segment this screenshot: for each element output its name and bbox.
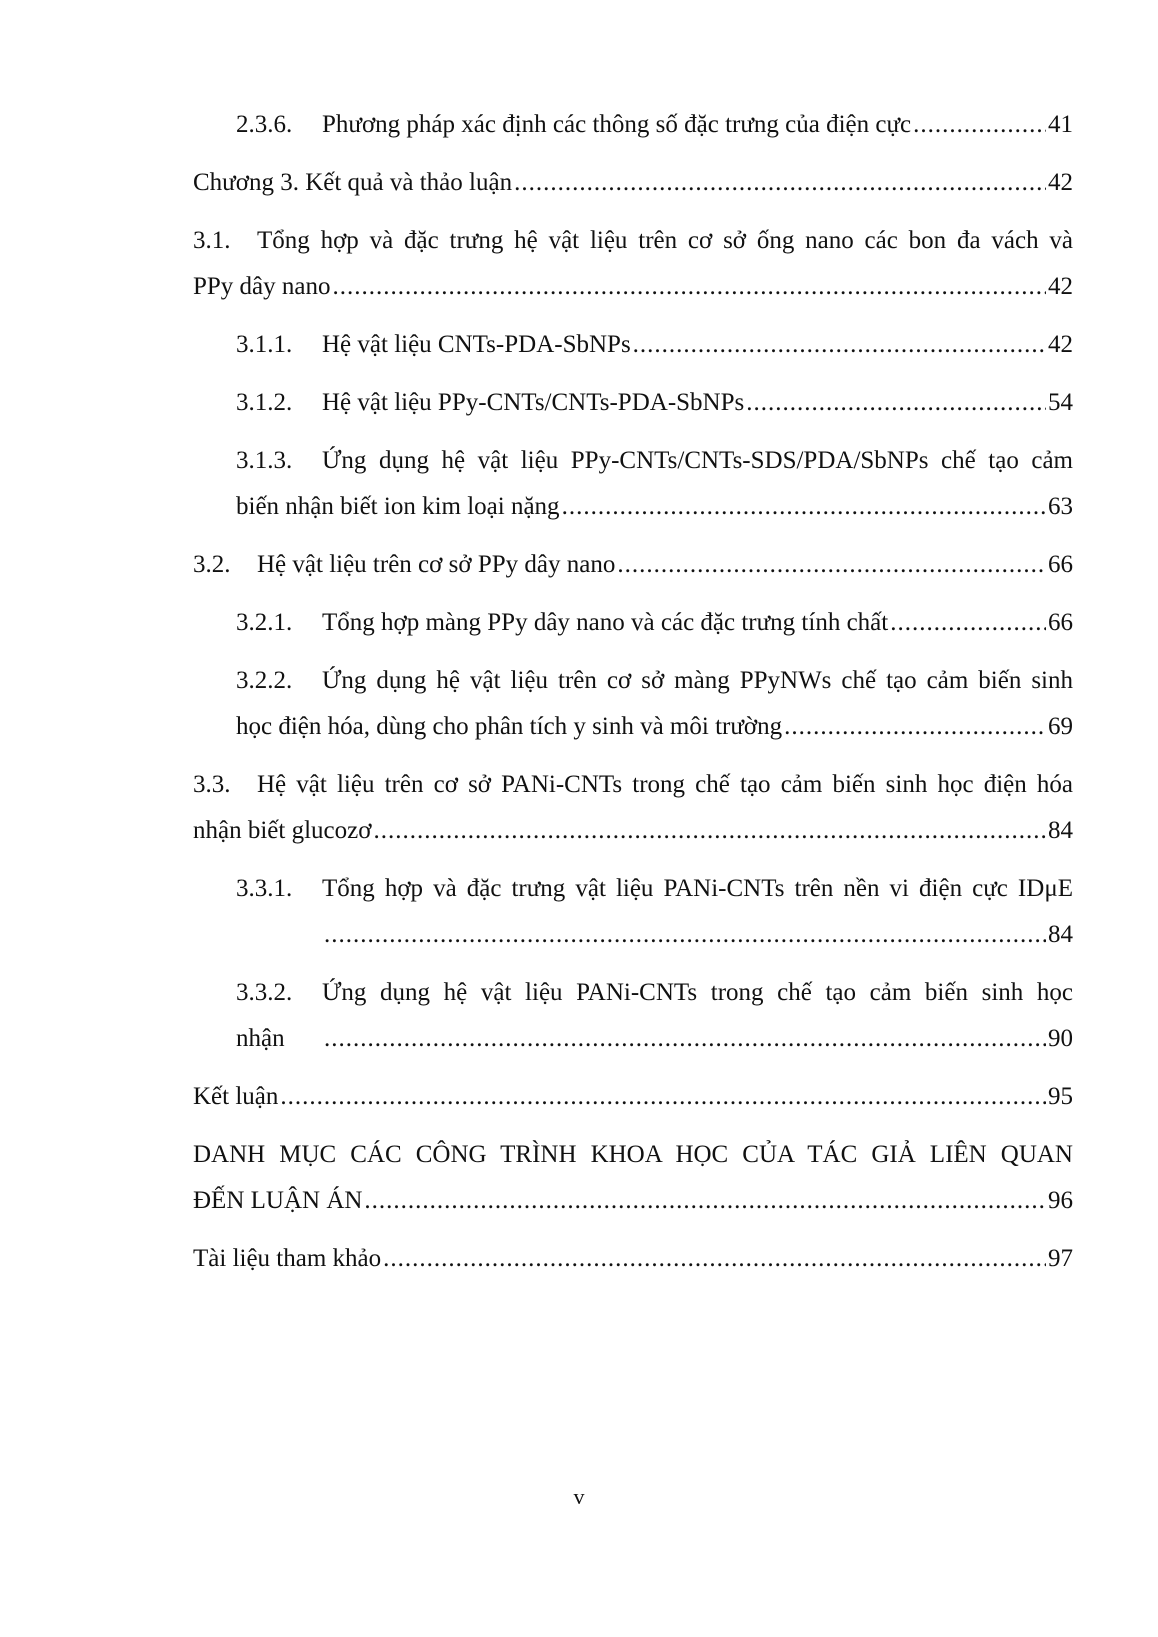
dot-leader (514, 160, 1046, 206)
toc-entry-3-3 (193, 762, 1073, 854)
toc-entry-3-1-2 (236, 380, 1073, 426)
dot-leader (383, 1236, 1046, 1282)
dot-leader (617, 542, 1046, 588)
toc-entry-title: Phương pháp xác định các thông số đặc trưng của điện cực (322, 111, 912, 138)
toc-entry-title: Hệ vật liệu trên cơ sở PANi-CNTs trong chế tạo cảm biến sinh học điện hóa (257, 771, 1073, 798)
toc-page-number: 90 (1048, 1025, 1073, 1052)
toc-page-number: 84 (1048, 817, 1073, 844)
dot-leader (784, 704, 1046, 750)
toc-entry-number: 3.1.2. (236, 389, 293, 416)
toc-entry-number: 3.2. (193, 551, 231, 578)
toc-entry-title: Kết luận (193, 1083, 279, 1110)
toc-entry-title: Tổng hợp và đặc trưng vật liệu PANi-CNTs trên nền vi điện cực IDμE (322, 875, 1073, 902)
toc-entry-3-1-3 (236, 438, 1073, 530)
toc-entry-3-3-2 (236, 970, 1073, 1062)
toc-entry-number: 2.3.6. (236, 111, 293, 138)
dot-leader (562, 484, 1046, 530)
toc-entry-number: 3.3.1. (236, 875, 293, 902)
toc-entry-title: Hệ vật liệu trên cơ sở PPy dây nano (257, 551, 616, 578)
toc-entry-3-2-1 (236, 600, 1073, 646)
toc-entry-title-cont: PPy dây nano (193, 273, 331, 300)
toc-page-number: 69 (1048, 713, 1073, 740)
toc-page-number: 42 (1048, 331, 1073, 358)
toc-page-number: 63 (1048, 493, 1073, 520)
toc-entry-3-2-2 (236, 658, 1073, 750)
toc-entry-3-1 (193, 218, 1073, 310)
toc-entry-number: 3.1.1. (236, 331, 293, 358)
toc-page-number: 42 (1048, 169, 1073, 196)
toc-page-number: 54 (1048, 389, 1073, 416)
toc-page-number: 66 (1048, 609, 1073, 636)
dot-leader (324, 1016, 1046, 1062)
toc-entry-title: Chương 3. Kết quả và thảo luận (193, 169, 513, 196)
toc-page-number: 42 (1048, 273, 1073, 300)
toc-entry-title: DANH MỤC CÁC CÔNG TRÌNH KHOA HỌC CỦA TÁC GIẢ LIÊN QUAN (193, 1141, 1073, 1168)
toc-entry-title: Ứng dụng hệ vật liệu PANi-CNTs trong chế tạo cảm biến sinh học (322, 979, 1073, 1006)
toc-entry-number: 3.3.2. (236, 979, 293, 1006)
toc-entry-number: 3.1. (193, 227, 231, 254)
toc-page-number: 84 (1048, 921, 1073, 948)
toc-entry-publications (193, 1132, 1073, 1224)
toc-page-number: 66 (1048, 551, 1073, 578)
toc-entry-3-2 (193, 542, 1073, 588)
toc-entry-title: Hệ vật liệu CNTs-PDA-SbNPs (322, 331, 631, 358)
toc-entry-number: 3.2.2. (236, 667, 293, 694)
toc-page-number: 95 (1048, 1083, 1073, 1110)
toc-entry-2-3-6 (236, 102, 1073, 148)
dot-leader (333, 264, 1047, 310)
dot-leader (746, 380, 1046, 426)
toc-entry-title-cont: ĐẾN LUẬN ÁN (193, 1187, 363, 1214)
dot-leader (633, 322, 1046, 368)
toc-entry-conclusion (193, 1074, 1073, 1120)
toc-entry-line (193, 218, 1073, 264)
dot-leader (324, 912, 1046, 958)
toc-page-number: 96 (1048, 1187, 1073, 1214)
dot-leader (913, 102, 1046, 148)
toc-entry-title-cont: nhận (236, 1025, 285, 1052)
dot-leader (890, 600, 1046, 646)
toc-entry-title: Ứng dụng hệ vật liệu trên cơ sở màng PPyNWs chế tạo cảm biến sinh (322, 667, 1073, 694)
dot-leader (280, 1074, 1046, 1120)
toc-entry-title: Hệ vật liệu PPy-CNTs/CNTs-PDA-SbNPs (322, 389, 745, 416)
toc-entry-title-cont: học điện hóa, dùng cho phân tích y sinh và môi trường (236, 713, 783, 740)
toc-entry-3-1-1 (236, 322, 1073, 368)
toc-entry-title: Tổng hợp và đặc trưng hệ vật liệu trên cơ sở ống nano các bon đa vách và (257, 227, 1073, 254)
toc-entry-title: Tổng hợp màng PPy dây nano và các đặc trưng tính chất (322, 609, 889, 636)
toc-entry-number: 3.2.1. (236, 609, 293, 636)
page-footer-number: v (573, 1484, 585, 1509)
toc-entry-title-cont: biến nhận biết ion kim loại nặng (236, 493, 560, 520)
toc-entry-title-cont: nhận biết glucozơ (193, 817, 372, 844)
toc-entry-title: Ứng dụng hệ vật liệu PPy-CNTs/CNTs-SDS/PDA/SbNPs chế tạo cảm (322, 447, 1073, 474)
toc-entry-number: 3.3. (193, 771, 231, 798)
toc-page-number: 97 (1048, 1245, 1073, 1272)
table-of-contents (193, 102, 1073, 1282)
dot-leader (364, 1178, 1046, 1224)
toc-entry-chapter-3 (193, 160, 1073, 206)
toc-entry-title: Tài liệu tham khảo (193, 1245, 382, 1272)
toc-entry-3-3-1 (236, 866, 1073, 958)
toc-entry-references (193, 1236, 1073, 1282)
dot-leader (373, 808, 1046, 854)
toc-entry-number: 3.1.3. (236, 447, 293, 474)
toc-page-number: 41 (1048, 111, 1073, 138)
